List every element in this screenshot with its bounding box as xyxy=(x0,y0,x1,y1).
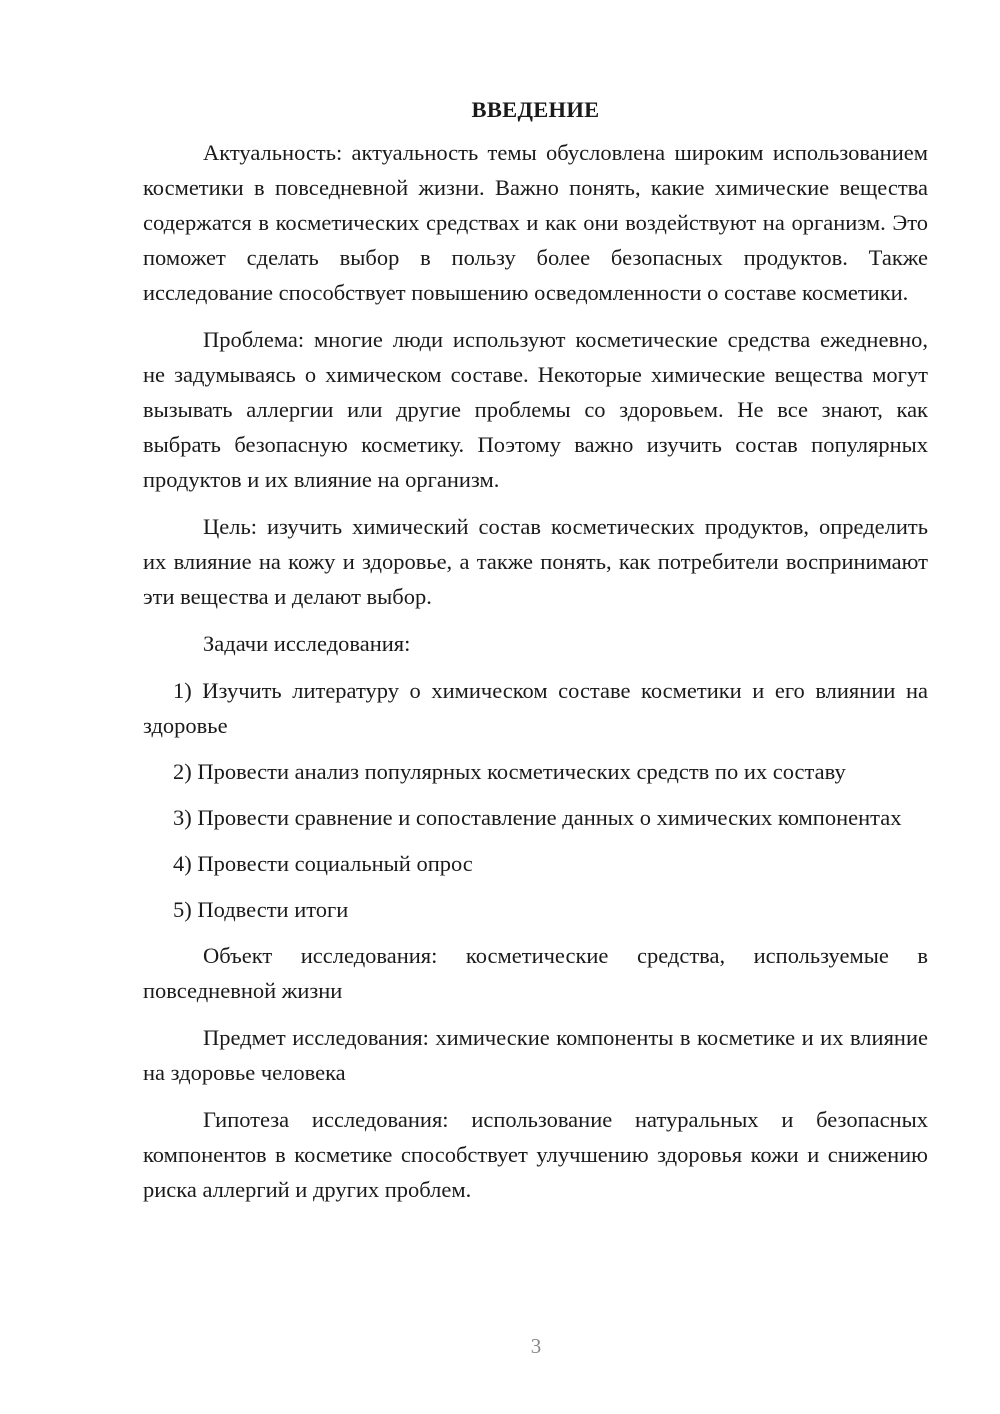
task-item: 3) Провести сравнение и сопоставление данных о химических компонентах xyxy=(173,805,902,830)
task-item: 1) Изучить литературу о химическом составе косметики и его влиянии на здоровье xyxy=(143,678,928,738)
paragraph-problem: Проблема: многие люди используют косметические средства ежедневно, не задумываясь о химическом составе. Некоторые химические вещества могут вызывать аллергии или другие проблемы со здоровьем. Не все знают, как выбрать безопасную косметику. Поэтому важно изучить состав популярных продуктов и их влияние на организм. xyxy=(143,327,928,492)
paragraph-goal: Цель: изучить химический состав косметических продуктов, определить их влияние на кожу и здоровье, а также понять, как потребители воспринимают эти вещества и делают выбор. xyxy=(143,514,928,609)
paragraph-hypothesis: Гипотеза исследования: использование натуральных и безопасных компонентов в косметике способствует улучшению здоровья кожи и снижению риска аллергий и других проблем. xyxy=(143,1107,928,1202)
page-number: 3 xyxy=(530,1334,542,1358)
paragraph-subject: Предмет исследования: химические компоненты в косметике и их влияние на здоровье человека xyxy=(143,1025,928,1085)
page-title: ВВЕДЕНИЕ xyxy=(471,97,600,122)
task-item: 5) Подвести итоги xyxy=(173,897,349,922)
tasks-heading: Задачи исследования: xyxy=(203,631,411,656)
task-item: 2) Провести анализ популярных косметических средств по их составу xyxy=(173,759,846,784)
paragraph-object: Объект исследования: косметические средства, используемые в повседневной жизни xyxy=(143,943,928,1003)
task-item: 4) Провести социальный опрос xyxy=(173,851,473,876)
page-content xyxy=(143,92,928,1219)
paragraph-relevance: Актуальность: актуальность темы обусловлена широким использованием косметики в повседневной жизни. Важно понять, какие химические вещества содержатся в косметических средствах и как они воздействуют на организм. Это поможет сделать выбор в пользу более безопасных продуктов. Также исследование способствует повышению осведомленности о составе косметики. xyxy=(143,140,928,305)
